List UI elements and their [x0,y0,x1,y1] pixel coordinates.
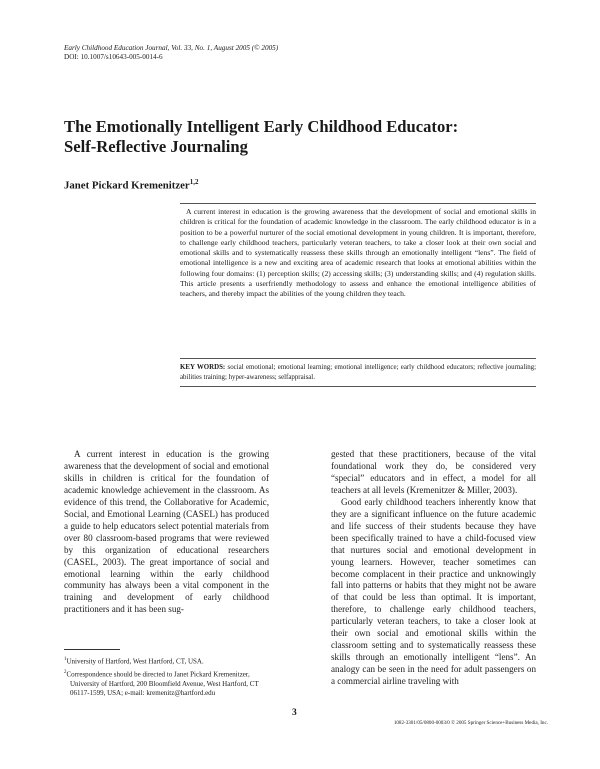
keywords-text: social emotional; emotional learning; emotional intelligence; early childhood educators; reflective journaling; abilities training; hyper-awareness; selfappraisal. [180,364,536,381]
abstract: A current interest in education is the growing awareness that the development of social and emotional skills in children is critical for the foundation of academic knowledge in the classroom. The early childhood educator is in a position to be a powerful nurturer of the social emotional development in young children. It is important, therefore, to challenge early childhood teachers, particularly veteran teachers, to take a closer look at their own social and emotional skills and to systematically reassess these skills through an emotionally intelligent “lens”. The field of emotional intelligence is a new and exciting area of academic research that looks at emotional abilities within the following four domains: (1) perception skills; (2) accessing skills; (3) understanding skills; and (4) regulation skills. This article presents a userfriendly methodology to assess and enhance the emotional intelligence abilities of teachers, and thereby impact the abilities of the young children they teach. [180,207,536,299]
footnote-1-mark: 1 [64,657,67,662]
body-column-right [331,449,536,688]
journal-citation: Early Childhood Education Journal, Vol. 33, No. 1, August 2005 (© 2005) [64,44,279,52]
footnote-1-text: University of Hartford, West Hartford, CT, USA. [66,657,204,666]
footnotes [64,655,274,700]
author-line [64,178,198,192]
journal-header [64,44,278,62]
footnote-2-text: Correspondence should be directed to Janet Pickard Kremenitzer, University of Hartford, 200 Bloomfield Avenue, West Hartford, CT 06117-1599, USA; e-mail: kremenitz@hartford.edu [66,670,259,698]
body-paragraph-1-continued: gested that these practitioners, because of the vital foundational work they do, be considered very “special” educators and in effect, a model for all teachers at all levels (Kremenitzer & Miller, 2003). [331,449,536,495]
footnote-2 [64,668,274,699]
keywords-label: KEY WORDS: [180,364,226,371]
footnote-2-mark: 2 [64,669,67,675]
title-line-2: Self-Reflective Journaling [64,137,248,156]
copyright-line: 1082-3301/05/0800-0003/0 © 2005 Springer Science+Business Media, Inc. [393,720,548,726]
doi: DOI: 10.1007/s10643-005-0014-6 [64,53,163,61]
keywords-bottom-rule [180,386,536,387]
author-name: Janet Pickard Kremenitzer [64,179,190,192]
body-paragraph-2: Good early childhood teachers inherently know that they are a significant influence on the future academic and life success of their students because they have been specifically trained to have a child-focused view that nurtures social and emotional development in young learners. However, teacher sometimes can become complacent in their practice and unknowingly fall into patterns or habits that they might not be aware of that could be less than optimal. It is important, therefore, to challenge early childhood teachers, particularly veteran teachers, to take a closer look at their own social and emotional skills within the classroom setting and to systematically reassess these skills through an emotionally intelligent “lens”. An analogy can be seen in the need for adult passengers on a commercial airline traveling with [331,496,536,687]
article-title [64,117,534,157]
author-affiliation-marks: 1,2 [189,178,199,186]
footnote-rule [64,649,120,650]
body-paragraph-1: A current interest in education is the growing awareness that the development of social and emotional skills in children is critical for the foundation of academic knowledge achievement in the classroom. As evidence of this trend, the Collaborative for Academic, Social, and Emotional Learning (CASEL) has produced a guide to help educators select potential materials from over 80 classroom-based programs that were reviewed by this organization of educational researchers (CASEL, 2003). The great importance of social and emotional learning within the early childhood community has always been a vital component in the training and development of early childhood practitioners and it has been sug- [64,449,269,615]
title-line-1: The Emotionally Intelligent Early Childhood Educator: [64,117,459,136]
abstract-bottom-rule [180,358,536,359]
page-number: 3 [292,708,297,718]
footnote-1 [64,655,274,667]
abstract-top-rule [180,203,536,204]
body-column-left [64,449,269,616]
keywords [180,363,536,382]
